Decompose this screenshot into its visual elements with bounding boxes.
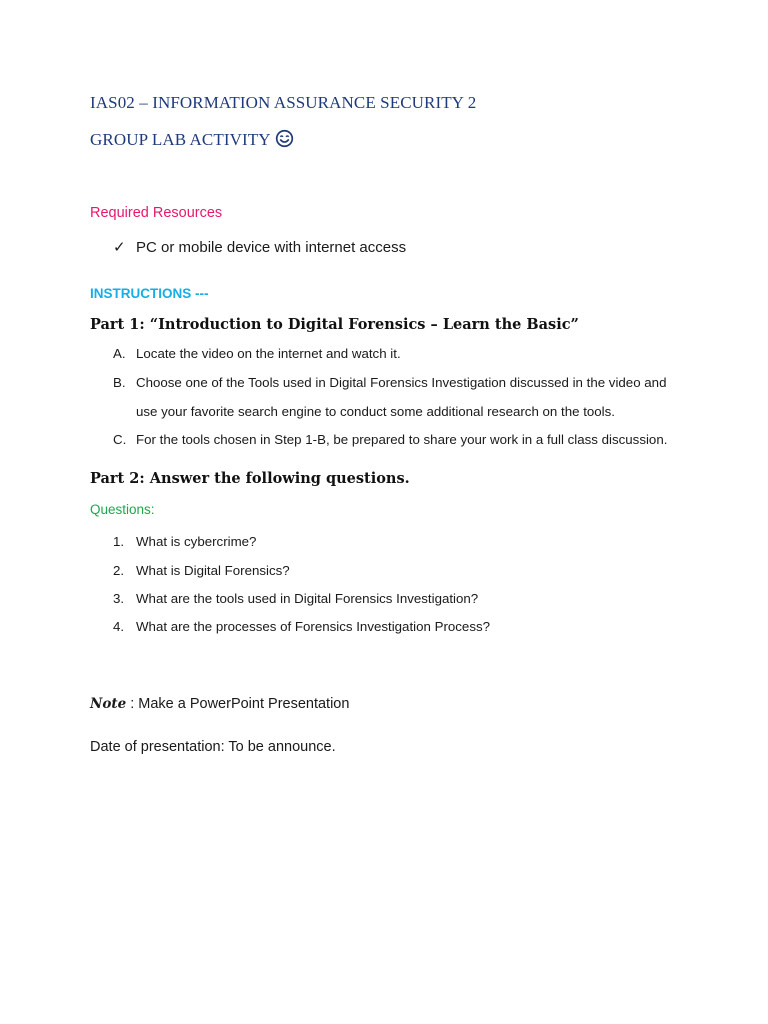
question-number: 4. [113,619,125,634]
part2-title: Part 2: Answer the following questions. [90,470,410,487]
course-title: IAS02 – INFORMATION ASSURANCE SECURITY 2 [90,93,477,112]
question-number: 2. [113,563,125,578]
step-marker: A. [113,346,126,361]
smiley-icon [275,129,294,153]
required-resources-heading: Required Resources [90,205,223,221]
activity-title: GROUP LAB ACTIVITY [90,130,271,149]
resource-item: PC or mobile device with internet access [136,239,407,256]
question-text: What is Digital Forensics? [136,563,290,578]
activity-title-line [90,129,294,153]
note-label: Note [90,696,127,712]
step-marker: C. [113,432,127,447]
questions-heading: Questions: [90,502,155,517]
question-text: What are the processes of Forensics Investigation Process? [136,619,491,634]
note-separator: : [126,696,139,712]
question-text: What are the tools used in Digital Forensics Investigation? [136,591,479,606]
step-text: Choose one of the Tools used in Digital Forensics Investigation discussed in the video and [136,375,667,390]
question-number: 1. [113,534,125,549]
question-text: What is cybercrime? [136,534,257,549]
step-marker: B. [113,375,126,390]
step-text: Locate the video on the internet and watch it. [136,346,401,361]
note-line [90,696,349,712]
note-text: Make a PowerPoint Presentation [138,696,350,712]
question-number: 3. [113,591,125,606]
step-text-continued: use your favorite search engine to conduct some additional research on the tools. [136,404,615,419]
instructions-heading: INSTRUCTIONS --- [90,286,209,301]
part1-title: Part 1: “Introduction to Digital Forensics – Learn the Basic” [90,316,579,333]
presentation-date: Date of presentation: To be announce. [90,739,336,755]
step-text: For the tools chosen in Step 1-B, be prepared to share your work in a full class discussion. [136,432,668,447]
checkmark-icon: ✓ [113,239,126,256]
